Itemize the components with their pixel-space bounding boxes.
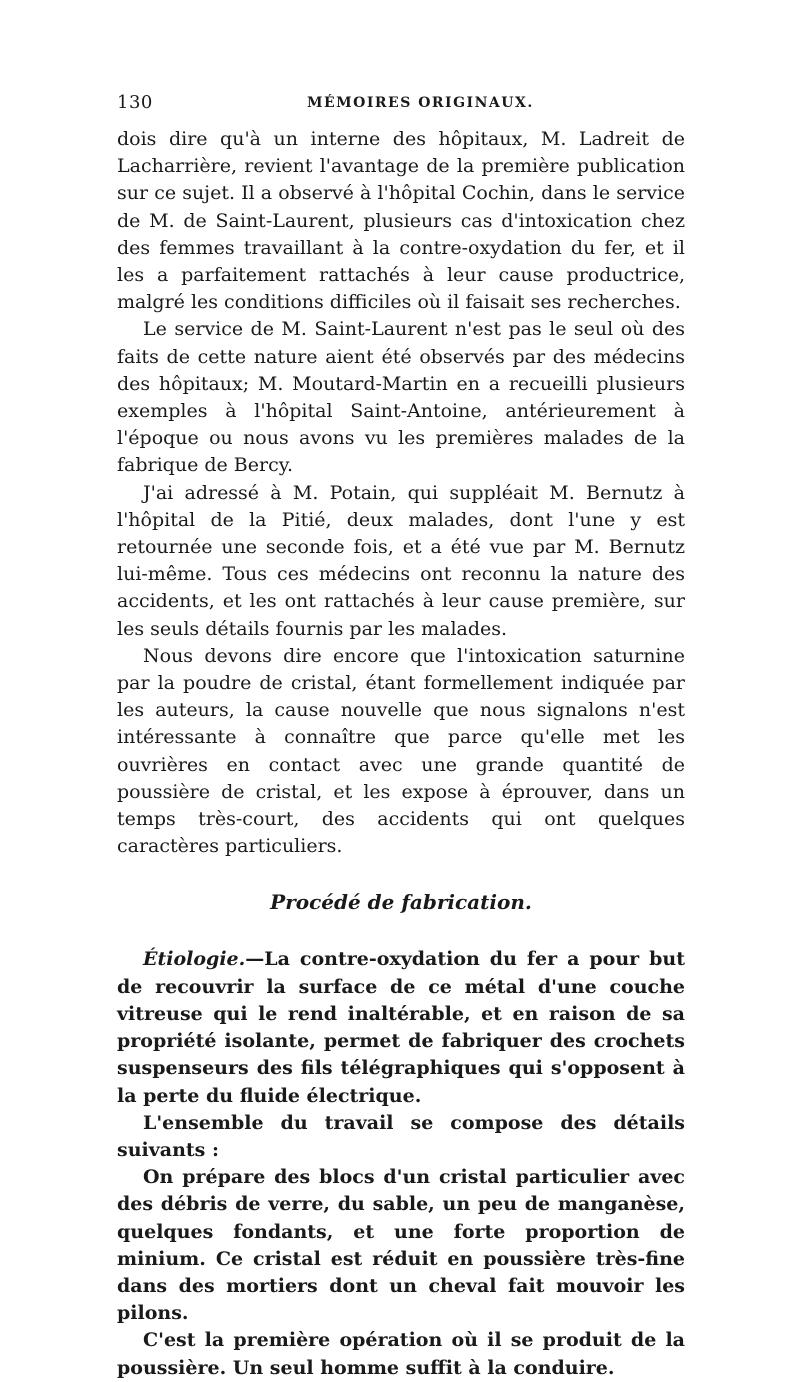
paragraph: C'est la première opération où il se produit de la poussière. Un seul homme suffit à la conduire. <box>117 1329 685 1379</box>
paragraph-etiologie <box>117 946 685 1109</box>
page-number: 130 <box>117 92 153 113</box>
paragraph: Nous devons dire encore que l'intoxication saturnine par la poudre de cristal, étant formellement indiquée par les auteurs, la cause nouvelle que nous signalons n'est intéressante à connaître que parce qu'elle met les ouvrières en contact avec une grande quantité de poussière de cristal, et les expose à éprouver, dans un temps très-court, des accidents qui ont quelques caractères particuliers. <box>117 644 685 858</box>
body-text <box>117 126 685 860</box>
section-heading: Procédé de fabrication. <box>270 890 532 915</box>
label-dash: — <box>245 948 265 971</box>
paragraph: On prépare des blocs d'un cristal particulier avec des débris de verre, du sable, un peu de manganèse, quelques fondants, et une forte proportion de minium. Ce cristal est réduit en poussière très-fine dans des mortiers dont un cheval fait mouvoir les pilons. <box>117 1166 685 1325</box>
running-title: MÉMOIRES ORIGINAUX. <box>307 95 534 111</box>
paragraph: J'ai adressé à M. Potain, qui suppléait M. Bernutz à l'hôpital de la Pitié, deux malades, dont l'une y est retournée une seconde fois, et a été vue par M. Bernutz lui-même. Tous ces médecins ont reconnu la nature des accidents, et les ont rattachés à leur cause première, sur les seuls détails fournis par les malades. <box>117 481 685 640</box>
running-head <box>117 92 685 122</box>
paragraph-continued: dois dire qu'à un interne des hôpitaux, M. Ladreit de Lacharrière, revient l'avantage de la première publication sur ce sujet. Il a observé à l'hôpital Cochin, dans le service de M. de Saint-Laurent, plusieurs cas d'intoxication chez des femmes travaillant à la contre-oxydation du fer, et il les a parfaitement rattachés à leur cause productrice, malgré les conditions difficiles où il faisait ses recherches. <box>117 128 685 314</box>
book-page <box>117 92 685 1382</box>
paragraph: L'ensemble du travail se compose des détails suivants : <box>117 1111 685 1161</box>
section-body <box>117 946 685 1381</box>
etiologie-label: Étiologie. <box>143 948 246 971</box>
etiologie-text: La contre-oxydation du fer a pour but de recouvrir la surface de ce métal d'une couche vitreuse qui le rend inaltérable, et en raison de sa propriété isolante, permet de fabriquer des crochets suspenseurs des fils télégraphiques qui s'opposent à la perte du fluide électrique. <box>117 948 685 1107</box>
paragraph: Le service de M. Saint-Laurent n'est pas le seul où des faits de cette nature aient été observés par des médecins des hôpitaux; M. Moutard-Martin en a recueilli plusieurs exemples à l'hôpital Saint-Antoine, antérieurement à l'époque ou nous avons vu les premières malades de la fabrique de Bercy. <box>117 318 685 477</box>
